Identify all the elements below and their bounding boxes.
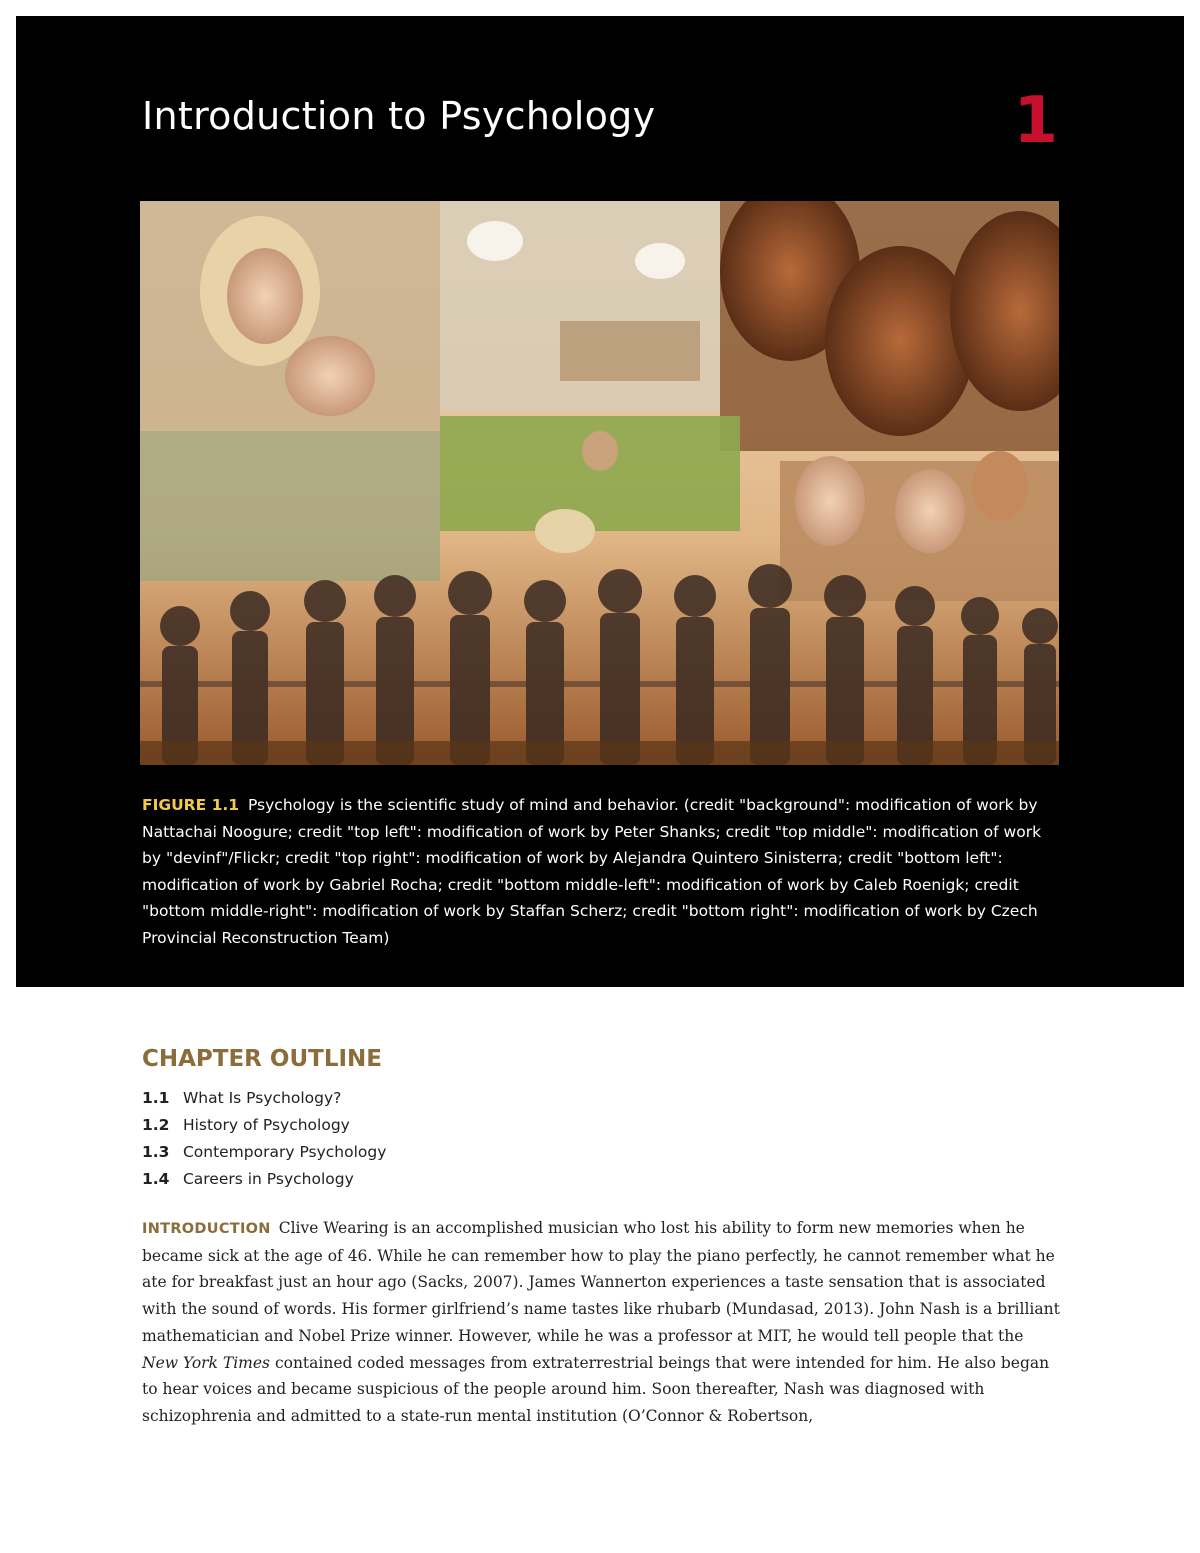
- figure-caption-text: Psychology is the scientific study of mind and behavior. (credit "background": modification of work by Nattachai Noogure; credit "top left": modification of work by Peter Shanks; credit "top middle": modification of work by "devinf"/Flickr; credit "top right": modification of work by Alejandra Quintero Sinisterra; credit "bottom left": modification of work by Gabriel Rocha; credit "bottom middle-left": modification of work by Caleb Roenigk; credit "bottom middle-right": modification of work by Staffan Scherz; credit "bottom right": modification of work by Czech Provincial Reconstruction Team): [142, 796, 1042, 947]
- newspaper-title: New York Times: [142, 1353, 270, 1372]
- outline-item[interactable]: [142, 1085, 386, 1112]
- chapter-hero: [16, 16, 1184, 987]
- chapter-outline-heading: CHAPTER OUTLINE: [142, 1046, 382, 1072]
- outline-item[interactable]: [142, 1139, 386, 1166]
- figure-collage-image: [140, 201, 1059, 765]
- chapter-outline-list: [142, 1085, 386, 1193]
- outline-item-label[interactable]: History of Psychology: [182, 1116, 350, 1134]
- outline-item-number: 1.2: [142, 1116, 170, 1134]
- outline-item-number: 1.4: [142, 1170, 170, 1188]
- figure-caption: [142, 792, 1062, 951]
- outline-item[interactable]: [142, 1112, 386, 1139]
- introduction-label: INTRODUCTION: [142, 1221, 271, 1237]
- outline-item-label[interactable]: Contemporary Psychology: [182, 1143, 387, 1161]
- chapter-number: 1: [1013, 84, 1058, 158]
- figure-label: FIGURE 1.1: [142, 796, 240, 814]
- chapter-title: Introduction to Psychology: [142, 94, 656, 138]
- introduction-paragraph: [142, 1215, 1062, 1430]
- outline-item-label[interactable]: What Is Psychology?: [182, 1089, 342, 1107]
- outline-item-label[interactable]: Careers in Psychology: [182, 1170, 354, 1188]
- outline-item-number: 1.3: [142, 1143, 170, 1161]
- outline-item[interactable]: [142, 1166, 386, 1193]
- introduction-text-part1: Clive Wearing is an accomplished musician who lost his ability to form new memories when he became sick at the age of 46. While he can remember how to play the piano perfectly, he cannot remember what he ate for breakfast just an hour ago (Sacks, 2007). James Wannerton experiences a taste sensation that is associated with the sound of words. His former girlfriend’s name tastes like rhubarb (Mundasad, 2013). John Nash is a brilliant mathematician and Nobel Prize winner. However, while he was a professor at MIT, he would tell people that the: [142, 1219, 1060, 1345]
- introduction-text-part2: contained coded messages from extraterrestrial beings that were intended for him. He also began to hear voices and became suspicious of the people around him. Soon thereafter, Nash was diagnosed with schizophrenia and admitted to a state-run mental institution (O’Connor & Robertson,: [142, 1353, 1050, 1425]
- outline-item-number: 1.1: [142, 1089, 170, 1107]
